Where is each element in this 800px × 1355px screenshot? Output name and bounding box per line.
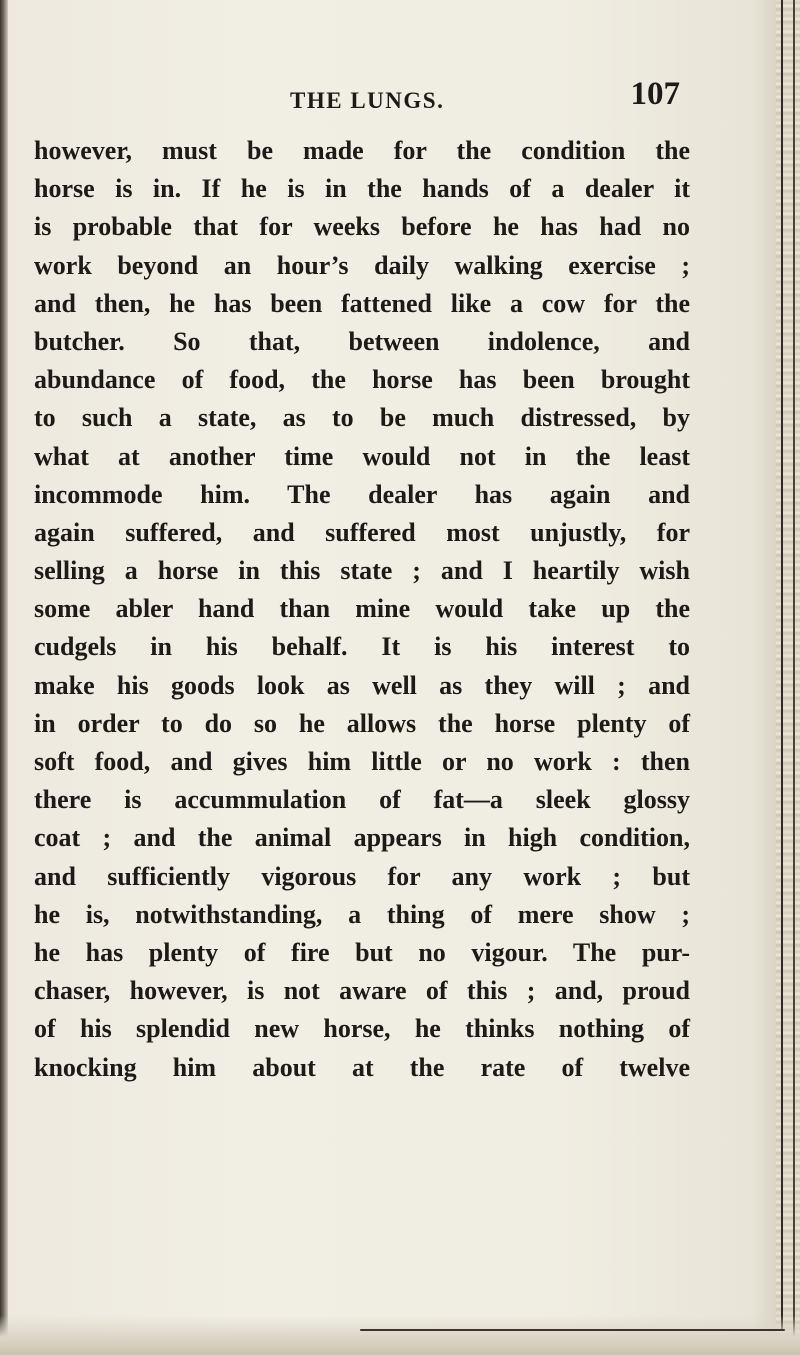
text-line: knocking him about at the rate of twelve: [34, 1052, 690, 1082]
page-edge-line: [793, 0, 795, 1340]
text-line: he is, notwithstanding, a thing of mere show ;: [34, 899, 690, 929]
page-header: [120, 76, 680, 116]
text-line: of his splendid new horse, he thinks nothing of: [34, 1014, 690, 1044]
text-line: is probable that for weeks before he has had no: [34, 212, 690, 242]
text-line: horse is in. If he is in the hands of a dealer it: [34, 174, 690, 204]
text-line: soft food, and gives him little or no work : then: [34, 747, 690, 776]
page-bottom-curl: [0, 1315, 800, 1355]
text-line: chaser, however, is not aware of this ; and, proud: [34, 976, 690, 1006]
page-bottom-edge: [360, 1329, 785, 1331]
text-line: make his goods look as well as they will ; and: [34, 670, 690, 700]
text-line: there is accummulation of fat—a sleek glossy: [34, 785, 690, 815]
text-line: incommode him. The dealer has again and: [34, 479, 690, 509]
text-line: abundance of food, the horse has been brought: [34, 365, 690, 395]
text-line: however, must be made for the condition the: [34, 136, 690, 165]
text-line: work beyond an hour’s daily walking exercise ;: [34, 250, 690, 280]
page-number: 107: [630, 76, 680, 112]
page-edge-stack: [776, 0, 800, 1355]
text-line: coat ; and the animal appears in high condition,: [34, 823, 690, 853]
page-edge-line: [781, 0, 783, 1330]
text-line: what at another time would not in the least: [34, 441, 690, 471]
text-line: to such a state, as to be much distressed, by: [34, 403, 690, 433]
text-line: he has plenty of fire but no vigour. The pur-: [34, 937, 690, 967]
text-line: butcher. So that, between indolence, and: [34, 326, 690, 356]
running-head: THE LUNGS.: [290, 88, 445, 113]
text-line: again suffered, and suffered most unjustly, for: [34, 517, 690, 547]
text-line: selling a horse in this state ; and I heartily wish: [34, 556, 690, 586]
text-line: some abler hand than mine would take up the: [34, 594, 690, 624]
text-line: and then, he has been fattened like a cow for the: [34, 288, 690, 318]
body-text: [34, 132, 690, 1087]
text-line: cudgels in his behalf. It is his interest to: [34, 632, 690, 662]
text-line: in order to do so he allows the horse plenty of: [34, 708, 690, 738]
page-gutter-shadow: [0, 0, 8, 1355]
text-line: and sufficiently vigorous for any work ; but: [34, 861, 690, 891]
